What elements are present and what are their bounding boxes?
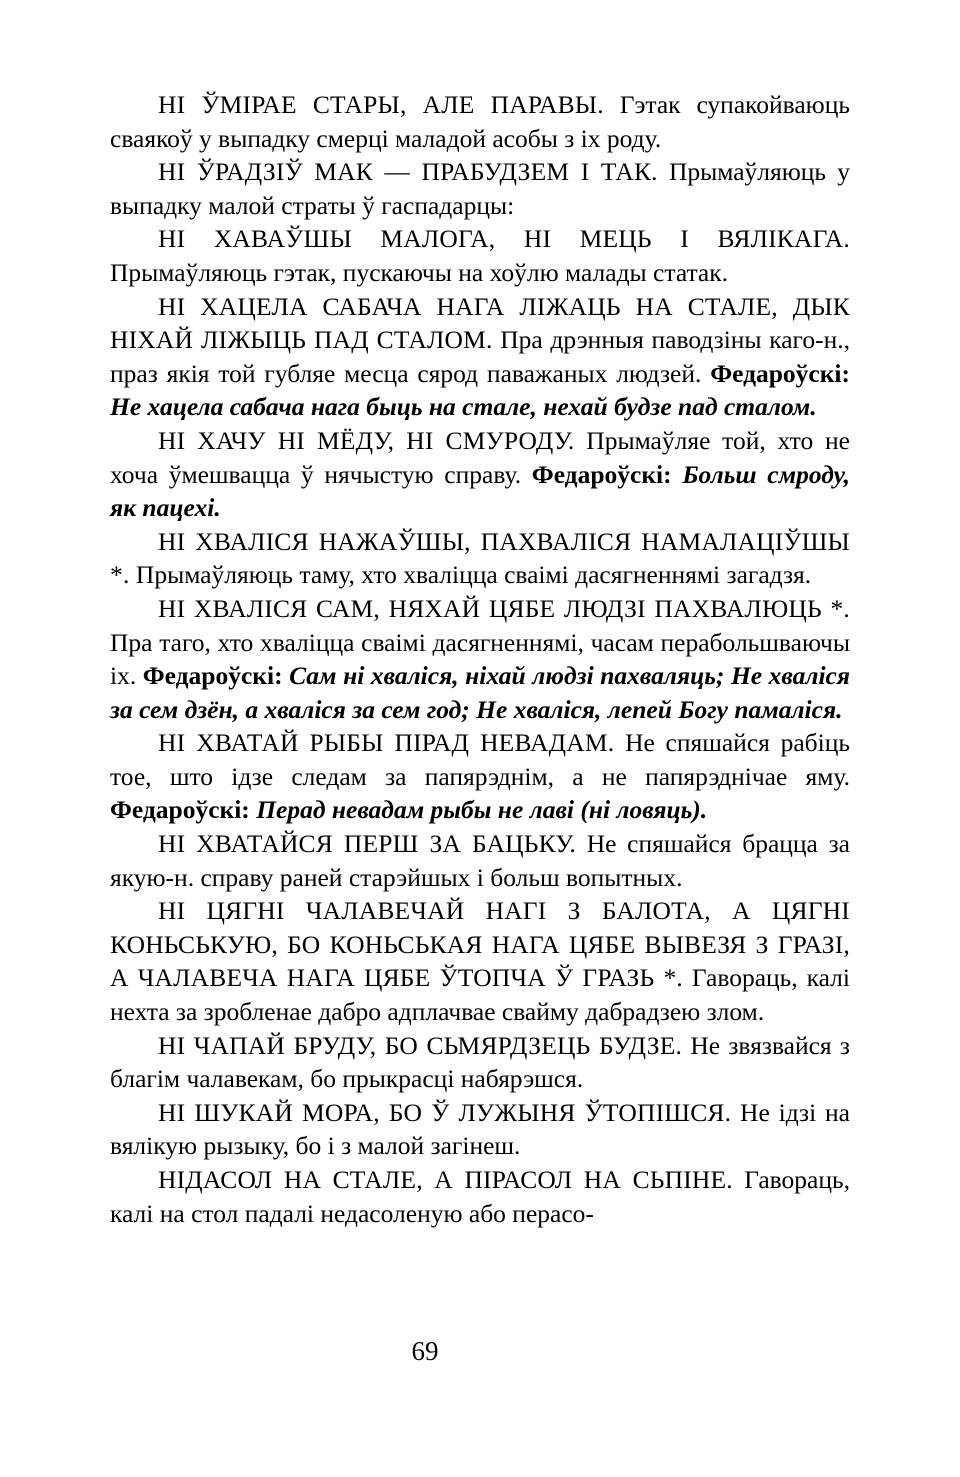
entry-gloss: Пра дрэнныя паводзіны каго-н., праз якія той губляе месца сярод паважаных людзей. <box>110 325 850 388</box>
entry-source-quote: Больш смроду, як пацехі. <box>110 459 850 523</box>
entry-headword: НІ ШУКАЙ МОРА, БО Ў ЛУЖЫНЯ ЎТОПІШСЯ. <box>158 1097 732 1127</box>
page-body-text <box>110 88 850 1230</box>
entry-source-label: Федароўскі: <box>710 358 850 388</box>
entry-gloss: Не спяшайся рабіць тое, што ідзе следам за папярэднім, а не папярэднічае яму. <box>110 728 850 791</box>
dictionary-entry <box>110 525 850 592</box>
dictionary-entry <box>110 894 850 1028</box>
dictionary-entry <box>110 592 850 726</box>
entry-source-label: Федароўскі: <box>531 459 672 489</box>
entry-gloss: Не спяшайся брацца за якую-н. справу раней старэйшых і больш вопытных. <box>110 829 850 892</box>
dictionary-entry <box>110 222 850 289</box>
entry-source-quote: Перад невадам рыбы не лаві (ні ловяць). <box>249 795 708 825</box>
dictionary-entry <box>110 155 850 222</box>
dictionary-entry <box>110 290 850 424</box>
page-number-value: 69 <box>411 1336 439 1366</box>
entry-gloss: Прымаўляюць у выпадку малой страты ў гаспадарцы: <box>110 157 851 220</box>
entry-headword: НІ ХВАЛІСЯ НАЖАЎШЫ, ПАХВАЛІСЯ НАМАЛАЦІЎШЫ *. <box>110 526 850 590</box>
entry-headword: НІ ХАВАЎШЫ МАЛОГА, НІ МЕЦЬ І ВЯЛІКАГА. <box>158 224 850 254</box>
entry-headword: НІ ХАЧУ НІ МЁДУ, НІ СМУРОДУ. <box>158 425 575 455</box>
dictionary-entry <box>110 1163 850 1230</box>
entry-headword: НІ ХВАТАЙ РЫБЫ ПІРАД НЕВАДАМ. <box>158 728 615 758</box>
entry-headword: НІ ЧАПАЙ БРУДУ, БО СЬМЯРДЗЕЦЬ БУДЗЕ. <box>158 1030 683 1060</box>
dictionary-entry <box>110 88 850 155</box>
entry-gloss: Не звязвайся з благім чалавекам, бо прыкрасці набярэшся. <box>110 1030 850 1094</box>
entry-gloss: Прымаўляюць таму, хто хваліцца сваімі дасягненнямі загадзя. <box>129 560 812 590</box>
entry-headword: НІ ЎРАДЗІЎ МАК — ПРАБУДЗЕМ І ТАК. <box>158 157 658 187</box>
entry-headword: НІДАСОЛ НА СТАЛЕ, А ПІРАСОЛ НА СЬПІНЕ. <box>158 1165 733 1194</box>
dictionary-entry <box>110 1029 850 1096</box>
dictionary-entry <box>110 726 850 827</box>
entry-headword: НІ ХВАТАЙСЯ ПЕРШ ЗА БАЦЬКУ. <box>158 829 576 859</box>
entry-gloss: Гэтак супакойваюць сваякоў у выпадку смерці маладой асобы з іх роду. <box>110 90 850 153</box>
entry-gloss: Прымаўляюць гэтак, пускаючы на хоўлю малады статак. <box>110 257 729 287</box>
entry-gloss: Гавораць, калі на стол падалі недасоленую або перасо- <box>110 1165 850 1228</box>
entry-source-quote: Сам ні хваліся, ніхай людзі пахваляць; Не хваліся за сем дзён, а хваліся за сем год; Не хваліся, лепей Богу памаліся. <box>110 661 850 724</box>
entry-gloss: Гавораць, калі нехта за зробленае дабро адплачвае свайму дабрадзею злом. <box>110 963 850 1027</box>
page-number <box>0 1336 960 1367</box>
entry-source-label: Федароўскі: <box>110 795 250 825</box>
entry-headword: НІ ХВАЛІСЯ САМ, НЯХАЙ ЦЯБЕ ЛЮДЗІ ПАХВАЛЮЦЬ *. <box>158 593 850 623</box>
entry-headword: НІ ЎМІРАЕ СТАРЫ, АЛЕ ПАРАВЫ. <box>158 90 604 119</box>
dictionary-entry <box>110 1096 850 1163</box>
entry-source-label: Федароўскі: <box>142 661 283 691</box>
dictionary-entry <box>110 424 850 525</box>
entry-source-quote: Не хацела сабача нага быць на стале, нехай будзе пад сталом. <box>110 392 817 422</box>
entry-gloss: Не ідзі на вялікую рызыку, бо і з малой загінеш. <box>110 1097 850 1161</box>
entry-headword: НІ ХАЦЕЛА САБАЧА НАГА ЛІЖАЦЬ НА СТАЛЕ, ДЫК НІХАЙ ЛІЖЫЦЬ ПАД СТАЛОМ. <box>110 291 850 355</box>
entry-gloss: Прымаўляе той, хто не хоча ўмешвацца ў нячыстую справу. <box>110 425 850 489</box>
entry-gloss: Пра таго, хто хваліцца сваімі дасягненнямі, часам перабольшваючы іх. <box>110 627 850 691</box>
dictionary-entry <box>110 827 850 894</box>
entry-headword: НІ ЦЯГНІ ЧАЛАВЕЧАЙ НАГІ З БАЛОТА, А ЦЯГНІ КОНЬСЬКУЮ, БО КОНЬСЬКАЯ НАГА ЦЯБЕ ВЫВЕЗЯ З ГРАЗІ, А ЧАЛАВЕЧА НАГА ЦЯБЕ ЎТОПЧА Ў ГРАЗЬ *. <box>110 896 850 993</box>
